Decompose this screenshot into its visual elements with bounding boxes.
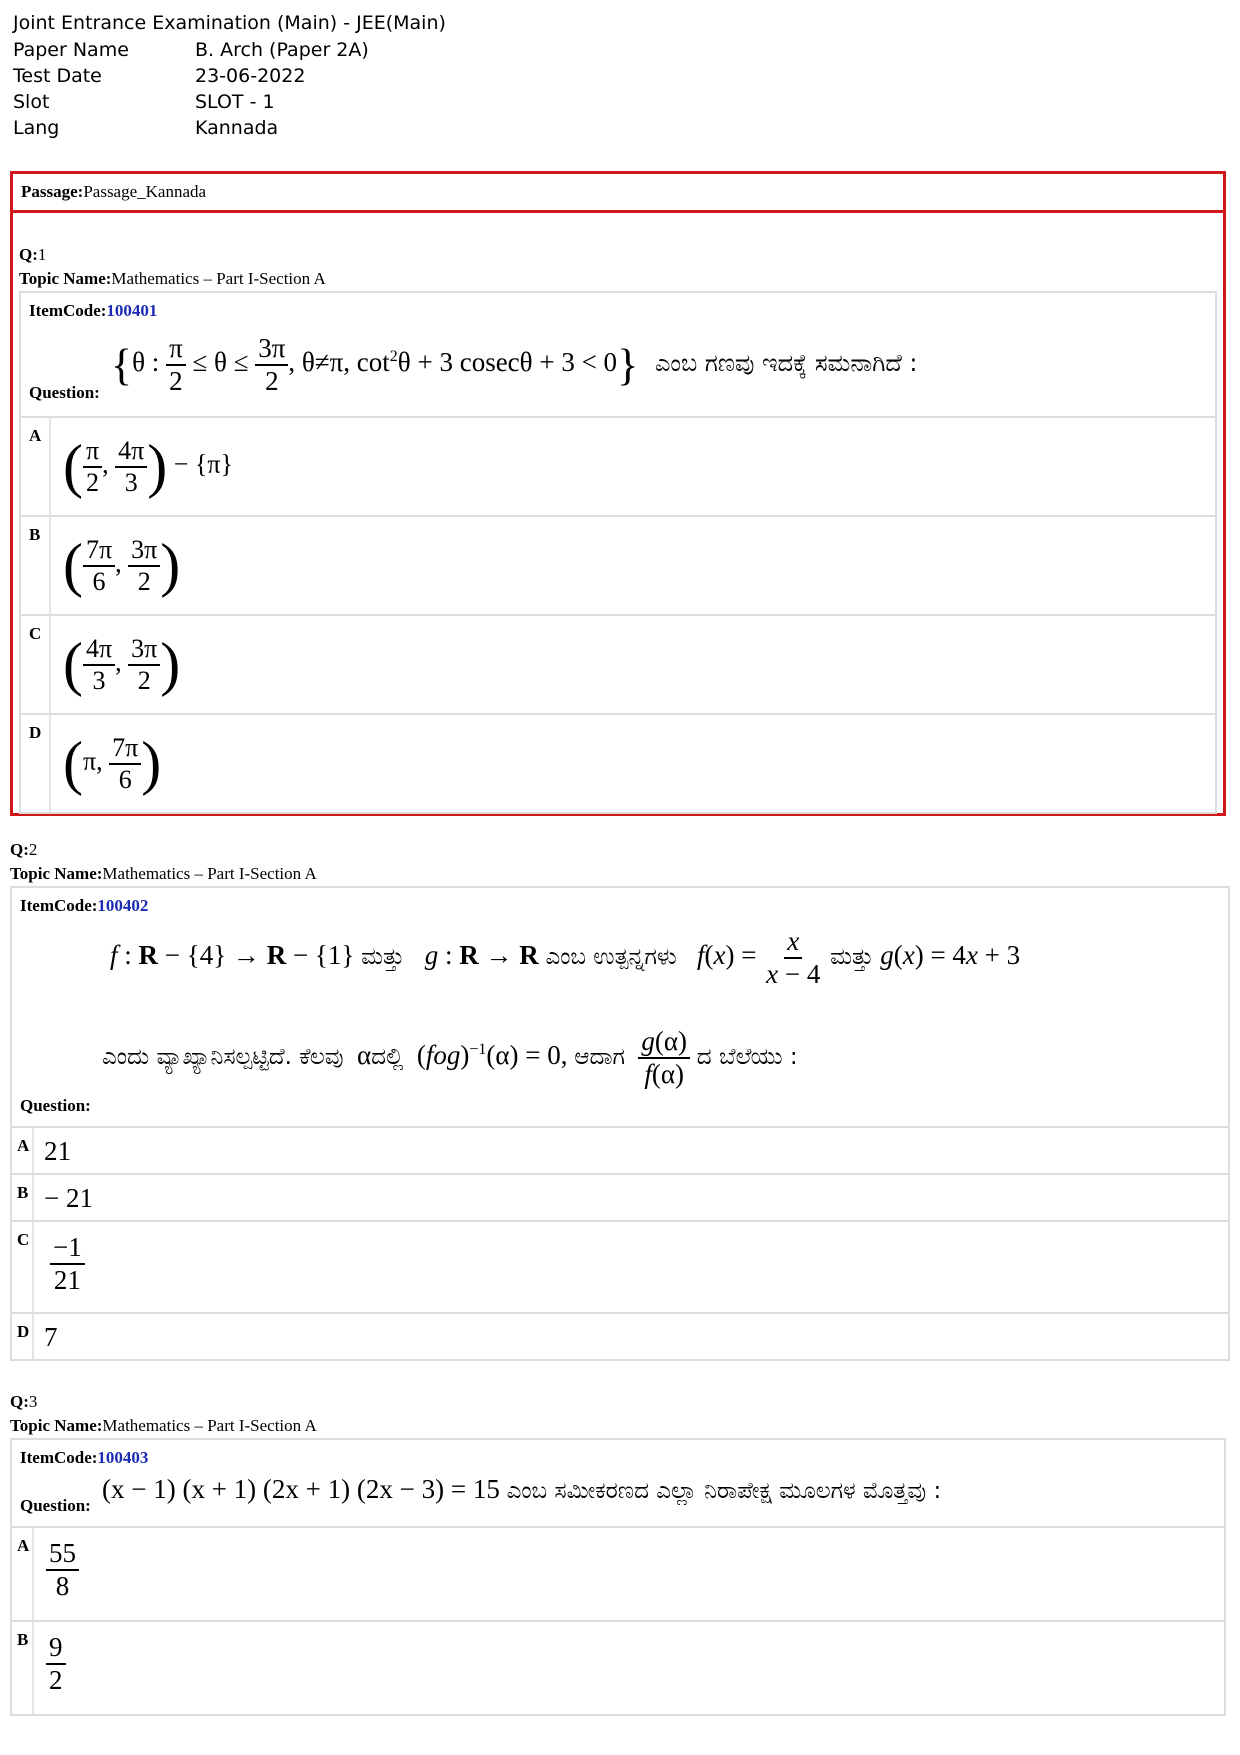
question-text: (x − 1) (x + 1) (2x + 1) (2x − 3) = 15 ಎಂಬ ಸಮೀಕರಣದ ಎಲ್ಲಾ ನಿರಾಪೇಕ್ಷ ಮೂಲಗಳ ಮೊತ್ತವು : bbox=[102, 1474, 942, 1504]
question-box bbox=[10, 1438, 1226, 1528]
question-box bbox=[19, 291, 1217, 418]
question-box bbox=[10, 886, 1230, 1128]
passage-header: Passage:Passage_Kannada bbox=[13, 174, 1223, 213]
option-d[interactable]: D (π, $\frac{7\pi}{6}$ ) bbox=[19, 715, 1217, 814]
meta-slot: Slot SLOT - 1 bbox=[13, 91, 275, 113]
option-a[interactable]: A ( $\frac{\pi}{2}$ , $\frac{4\pi}{3}$ ) − {π} bbox=[19, 418, 1217, 517]
item-code: ItemCode:100401 bbox=[29, 301, 158, 320]
question-number: Q:3 bbox=[10, 1392, 38, 1411]
question-2 bbox=[10, 838, 1230, 1361]
option-a[interactable]: A 21 bbox=[10, 1128, 1230, 1175]
question-label: Question: bbox=[20, 1496, 91, 1515]
topic-name: Topic Name:Mathematics – Part I-Section A bbox=[19, 269, 326, 288]
passage-frame bbox=[10, 171, 1226, 816]
question-number: Q:2 bbox=[10, 840, 38, 859]
option-c[interactable]: C $\frac{-1}{21}$ bbox=[10, 1222, 1230, 1314]
option-b[interactable]: B $\frac{9}{2}$ bbox=[10, 1622, 1226, 1716]
question-text-line1: f : R − {4} → R − {1} ಮತ್ತು g : R → R ಎಂಬ ಉತ್ಪನ್ನಗಳು f(x) = $\frac{x}{x - 4}$ ಮತ್ತು g(x) = 4x + 3 bbox=[110, 926, 1021, 989]
topic-name: Topic Name:Mathematics – Part I-Section A bbox=[10, 864, 317, 883]
question-label: Question: bbox=[29, 383, 100, 402]
exam-header bbox=[13, 10, 446, 141]
option-b[interactable]: B ( $\frac{7\pi}{6}$ , $\frac{3\pi}{2}$ ) bbox=[19, 517, 1217, 616]
question-number: Q:1 bbox=[19, 245, 47, 264]
question-3 bbox=[10, 1390, 1226, 1716]
option-b[interactable]: B − 21 bbox=[10, 1175, 1230, 1222]
option-d[interactable]: D 7 bbox=[10, 1314, 1230, 1361]
question-text: {θ : $\frac{\pi}{2}$ ≤ θ ≤ $\frac{3\pi}{2}$ , θ≠π, $\cot^2\theta + 3$ cosecθ + 3 < 0} ಎಂಬ ಗಣವು ಇದಕ್ಕೆ ಸಮನಾಗಿದೆ : bbox=[111, 333, 918, 396]
item-code: ItemCode:100403 bbox=[20, 1448, 149, 1467]
question-label: Question: bbox=[20, 1096, 91, 1115]
option-a[interactable]: A $\frac{55}{8}$ bbox=[10, 1528, 1226, 1622]
passage-name: Passage_Kannada bbox=[83, 182, 207, 201]
meta-lang: Lang Kannada bbox=[13, 117, 279, 139]
option-c[interactable]: C ( $\frac{4\pi}{3}$ , $\frac{3\pi}{2}$ ) bbox=[19, 616, 1217, 715]
meta-paper-name: Paper Name B. Arch (Paper 2A) bbox=[13, 39, 369, 61]
meta-test-date: Test Date 23-06-2022 bbox=[13, 65, 306, 87]
topic-name: Topic Name:Mathematics – Part I-Section A bbox=[10, 1416, 317, 1435]
item-code: ItemCode:100402 bbox=[20, 896, 149, 915]
exam-title: Joint Entrance Examination (Main) - JEE(Main) bbox=[13, 12, 446, 34]
question-text-line2: ಎಂದು ವ್ಯಾಖ್ಯಾನಿಸಲ್ಪಟ್ಟಿದೆ. ಕೆಲವು αದಲ್ಲಿ (fog)$^{-1}$(α) = 0, ಆದಾಗ $\frac{g(\alpha)}{f(\alpha)}$ ದ ಬೆಲೆಯು : bbox=[102, 1026, 798, 1089]
